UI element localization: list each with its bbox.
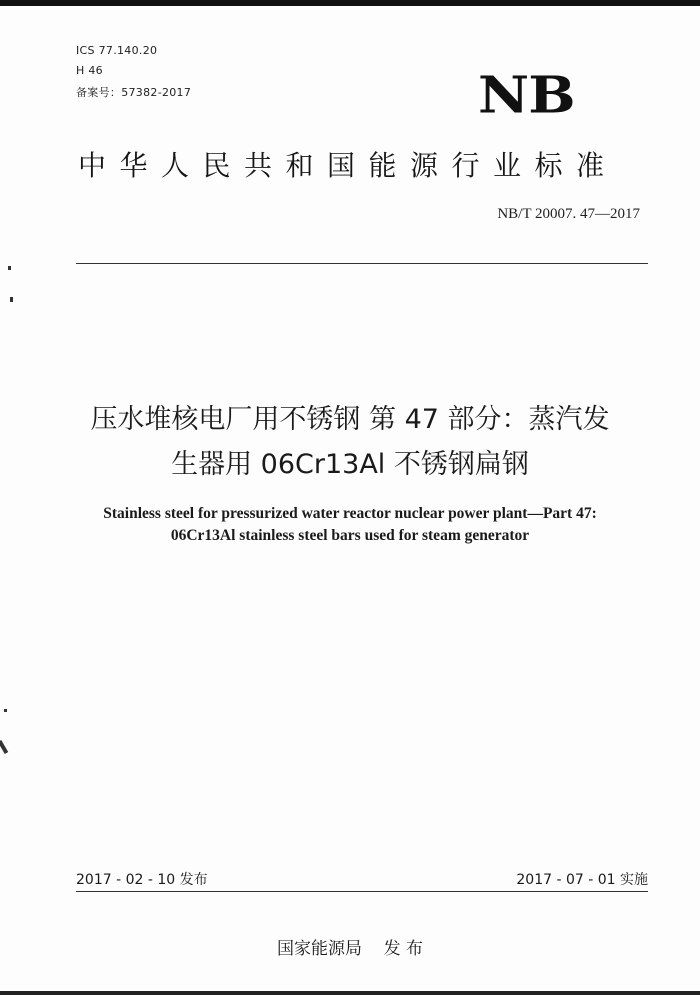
issuing-authority: 国家能源局 发 布 (276, 939, 424, 959)
chinese-title-line-1: 压水堆核电厂用不锈钢 第 47 部分：蒸汽发 (90, 404, 610, 435)
english-title-line-1: Stainless steel for pressurized water reactor nuclear power plant—Part 47: (103, 505, 597, 522)
classification-code: H 46 (76, 64, 103, 77)
chinese-title-line-2: 生器用 06Cr13Al 不锈钢扁钢 (171, 449, 529, 480)
scan-speck (4, 709, 7, 712)
implementation-date: 2017 - 07 - 01 实施 (516, 872, 648, 888)
scan-speck (8, 266, 11, 270)
standard-code: NB/T 20007. 47—2017 (497, 206, 640, 222)
date-divider (76, 891, 648, 892)
ics-code: ICS 77.140.20 (76, 44, 158, 57)
record-number: 备案号：57382-2017 (76, 86, 192, 99)
scan-edge-top (0, 0, 700, 6)
issue-date: 2017 - 02 - 10 发布 (76, 872, 208, 888)
standard-category-title: 中华人民共和国能源行业标准 (78, 149, 618, 182)
english-title-line-2: 06Cr13Al stainless steel bars used for steam generator (170, 527, 530, 544)
scan-edge-bottom (0, 991, 700, 995)
header-divider (76, 263, 648, 264)
nb-logo: NB (478, 65, 575, 125)
scan-speck (10, 297, 13, 302)
scan-speck (0, 740, 8, 754)
